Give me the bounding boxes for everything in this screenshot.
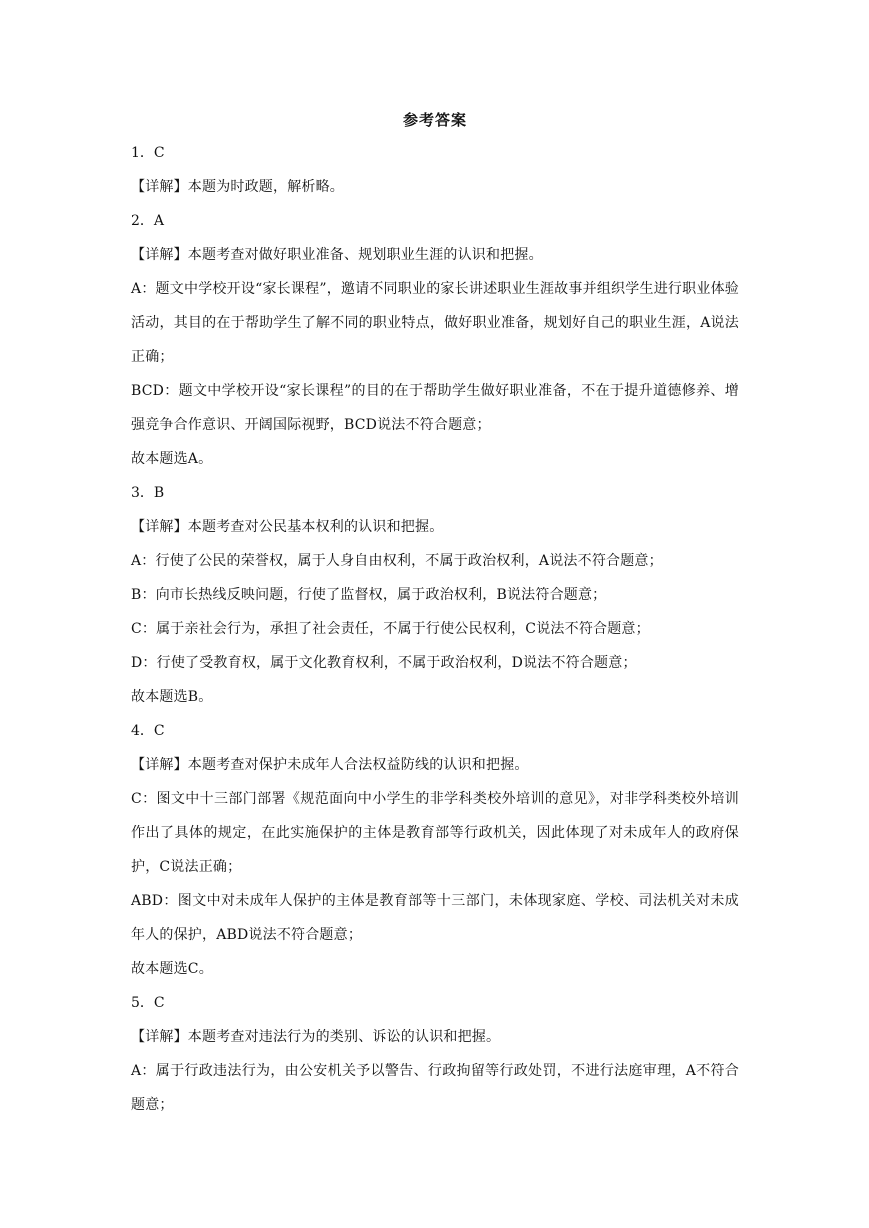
- answer-number: 4．C: [131, 723, 165, 739]
- answer-explanation: A：行使了公民的荣誉权，属于人身自由权利，不属于政治权利，A说法不符合题意；: [131, 553, 663, 569]
- answer-number: 3．B: [131, 485, 165, 501]
- answer-explanation: 【详解】本题为时政题，解析略。: [131, 179, 344, 195]
- document-title: 参考答案: [402, 111, 467, 129]
- answer-explanation: C：图文中十三部门部署《规范面向中小学生的非学科类校外培训的意见》，对非学科类校外培训作出了具体的规定，在此实施保护的主体是教育部等行政机关，因此体现了对未成年人的政府保护，C说法正确；: [131, 791, 739, 875]
- answer-number: 5．C: [131, 995, 165, 1011]
- answer-explanation: ABD：图文中对未成年人保护的主体是教育部等十三部门，未体现家庭、学校、司法机关对未成年人的保护，ABD说法不符合题意；: [131, 893, 739, 943]
- answer-conclusion: 故本题选A。: [131, 451, 213, 467]
- answer-explanation: D：行使了受教育权，属于文化教育权利，不属于政治权利，D说法不符合题意；: [131, 655, 637, 671]
- answer-number: 1．C: [131, 145, 165, 161]
- answer-conclusion: 故本题选B。: [131, 689, 213, 705]
- answer-explanation: BCD：题文中学校开设“家长课程”的目的在于帮助学生做好职业准备，不在于提升道德修养、增强竞争合作意识、开阔国际视野，BCD说法不符合题意；: [131, 383, 739, 433]
- answer-explanation: 【详解】本题考查对保护未成年人合法权益防线的认识和把握。: [131, 757, 529, 773]
- answer-explanation: 【详解】本题考查对做好职业准备、规划职业生涯的认识和把握。: [131, 247, 543, 263]
- answer-explanation: A：属于行政违法行为，由公安机关予以警告、行政拘留等行政处罚，不进行法庭审理，A不符合题意；: [131, 1063, 739, 1113]
- answer-explanation: 【详解】本题考查对公民基本权利的认识和把握。: [131, 519, 444, 535]
- answer-document: [131, 110, 739, 1129]
- answer-explanation: B：向市长热线反映问题，行使了监督权，属于政治权利，B说法符合题意；: [131, 587, 607, 603]
- answer-number: 2．A: [131, 213, 165, 229]
- answer-conclusion: 故本题选C。: [131, 961, 213, 977]
- answer-explanation: 【详解】本题考查对违法行为的类别、诉讼的认识和把握。: [131, 1029, 501, 1045]
- answer-explanation: A：题文中学校开设“家长课程”，邀请不同职业的家长讲述职业生涯故事并组织学生进行职业体验活动，其目的在于帮助学生了解不同的职业特点，做好职业准备，规划好自己的职业生涯，A说法正确；: [131, 281, 739, 365]
- answer-explanation: C：属于亲社会行为，承担了社会责任，不属于行使公民权利，C说法不符合题意；: [131, 621, 650, 637]
